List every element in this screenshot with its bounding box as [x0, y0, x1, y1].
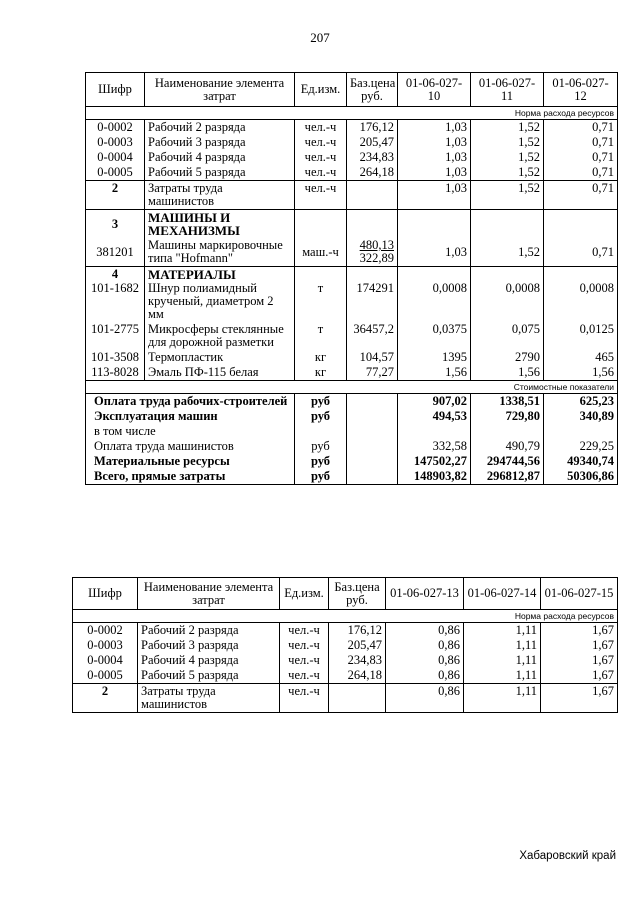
- row-value-1: 1,03: [398, 150, 471, 165]
- row-value-1: 0,0375: [398, 322, 471, 350]
- labor-v1: 0,86: [386, 684, 464, 713]
- total-value-1: 148903,82: [398, 469, 471, 485]
- total-row: [86, 439, 618, 454]
- table-row: [73, 623, 618, 639]
- header-col2: 01-06-027-11: [471, 73, 544, 107]
- total-row: [86, 454, 618, 469]
- row-value-2: 1,11: [464, 638, 541, 653]
- row-unit: т: [295, 322, 347, 350]
- labor-v3: 1,67: [541, 684, 618, 713]
- workers-group: [86, 120, 618, 181]
- total-row: [86, 394, 618, 410]
- total-value-2: 490,79: [471, 439, 544, 454]
- resource-table-1: [85, 72, 618, 485]
- row-unit: чел.-ч: [280, 668, 329, 684]
- total-unit: руб: [295, 409, 347, 424]
- machine-price1: 480,13: [359, 238, 394, 252]
- total-unit: [295, 424, 347, 439]
- row-price: 264,18: [347, 165, 398, 181]
- total-value-1: 147502,27: [398, 454, 471, 469]
- row-value-3: 0,0008: [544, 281, 618, 322]
- row-value-2: 1,52: [471, 120, 544, 136]
- row-value-3: 1,67: [541, 638, 618, 653]
- row-value-2: 1,11: [464, 668, 541, 684]
- row-value-1: 1395: [398, 350, 471, 365]
- total-price: [347, 424, 398, 439]
- row-code: 0-0003: [86, 135, 145, 150]
- labor-name: Затраты труда машинистов: [138, 684, 280, 713]
- table-row: [86, 238, 618, 267]
- header-name: Наименование элемента затрат: [145, 73, 295, 107]
- row-name: Рабочий 5 разряда: [138, 668, 280, 684]
- labor-v2: 1,11: [464, 684, 541, 713]
- resource-table-2: [72, 577, 618, 713]
- labor-v2: 1,52: [471, 181, 544, 210]
- table-row: [86, 181, 618, 210]
- row-name: Термопластик: [145, 350, 295, 365]
- row-code: 101-1682: [86, 281, 145, 322]
- row-code: 0-0002: [73, 623, 138, 639]
- row-price: 104,57: [347, 350, 398, 365]
- machine-code: 381201: [86, 238, 145, 267]
- row-value-1: 0,86: [386, 668, 464, 684]
- row-value-3: 1,67: [541, 653, 618, 668]
- labor-code: 2: [73, 684, 138, 713]
- row-value-2: 1,11: [464, 653, 541, 668]
- subheader-row: [73, 610, 618, 623]
- total-unit: руб: [295, 469, 347, 485]
- norm-label: Норма расхода ресурсов: [86, 107, 618, 120]
- row-value-3: 1,67: [541, 668, 618, 684]
- total-value-3: 49340,74: [544, 454, 618, 469]
- total-value-3: 229,25: [544, 439, 618, 454]
- row-name: Рабочий 5 разряда: [145, 165, 295, 181]
- row-unit: чел.-ч: [295, 150, 347, 165]
- row-code: 0-0005: [73, 668, 138, 684]
- header-name: Наименование элемента затрат: [138, 578, 280, 610]
- machine-v1: 1,03: [398, 238, 471, 267]
- total-value-2: [471, 424, 544, 439]
- row-name: Рабочий 4 разряда: [145, 150, 295, 165]
- machines-title: МАШИНЫ И МЕХАНИЗМЫ: [145, 210, 295, 239]
- row-value-1: 0,86: [386, 638, 464, 653]
- row-value-2: 1,52: [471, 165, 544, 181]
- row-value-3: 0,71: [544, 165, 618, 181]
- total-row: [86, 469, 618, 485]
- machine-price2: 322,89: [359, 251, 394, 265]
- row-value-3: 0,0125: [544, 322, 618, 350]
- row-value-1: 1,03: [398, 120, 471, 136]
- table-header-row: [73, 578, 618, 610]
- total-unit: руб: [295, 394, 347, 410]
- row-code: 0-0004: [73, 653, 138, 668]
- row-value-1: 0,86: [386, 653, 464, 668]
- row-code: 0-0005: [86, 165, 145, 181]
- row-code: 0-0003: [73, 638, 138, 653]
- row-price: 234,83: [329, 653, 386, 668]
- total-value-2: 294744,56: [471, 454, 544, 469]
- totals-group: [86, 394, 618, 485]
- table-header-row: [86, 73, 618, 107]
- cost-label: Стоимостные показатели: [86, 381, 618, 394]
- row-value-2: 2790: [471, 350, 544, 365]
- header-col3: 01-06-027-12: [544, 73, 618, 107]
- total-row: [86, 424, 618, 439]
- norm-label: Норма расхода ресурсов: [73, 610, 618, 623]
- header-unit: Ед.изм.: [295, 73, 347, 107]
- row-value-1: 0,0008: [398, 281, 471, 322]
- table-row: [86, 350, 618, 365]
- row-price: 234,83: [347, 150, 398, 165]
- machine-name: Машины маркировочные типа "Hofmann": [145, 238, 295, 267]
- header-price: Баз.цена руб.: [329, 578, 386, 610]
- row-code: 113-8028: [86, 365, 145, 381]
- row-unit: чел.-ч: [295, 165, 347, 181]
- row-name: Рабочий 3 разряда: [138, 638, 280, 653]
- header-price: Баз.цена руб.: [347, 73, 398, 107]
- row-price: 176,12: [329, 623, 386, 639]
- workers-group: [73, 623, 618, 684]
- subheader-row: [86, 107, 618, 120]
- total-name: Материальные ресурсы: [86, 454, 295, 469]
- row-value-1: 1,03: [398, 135, 471, 150]
- materials-code: 4: [86, 267, 145, 282]
- total-price: [347, 454, 398, 469]
- total-value-2: 296812,87: [471, 469, 544, 485]
- header-col1: 01-06-027-10: [398, 73, 471, 107]
- total-value-1: 332,58: [398, 439, 471, 454]
- row-value-3: 0,71: [544, 120, 618, 136]
- labor-unit: чел.-ч: [280, 684, 329, 713]
- total-value-3: 340,89: [544, 409, 618, 424]
- header-code: Шифр: [73, 578, 138, 610]
- row-unit: чел.-ч: [280, 638, 329, 653]
- row-value-1: 1,56: [398, 365, 471, 381]
- total-value-2: 1338,51: [471, 394, 544, 410]
- total-price: [347, 409, 398, 424]
- row-value-1: 0,86: [386, 623, 464, 639]
- row-name: Шнур полиамидный крученый, диаметром 2 мм: [145, 281, 295, 322]
- row-price: 36457,2: [347, 322, 398, 350]
- table-row: [86, 120, 618, 136]
- row-code: 101-2775: [86, 322, 145, 350]
- subheader-row: [86, 381, 618, 394]
- machine-unit: маш.-ч: [295, 238, 347, 267]
- row-name: Рабочий 2 разряда: [145, 120, 295, 136]
- row-price: 77,27: [347, 365, 398, 381]
- total-value-1: 494,53: [398, 409, 471, 424]
- table-row: [86, 365, 618, 381]
- total-value-1: [398, 424, 471, 439]
- table-row: [86, 135, 618, 150]
- total-value-2: 729,80: [471, 409, 544, 424]
- labor-name: Затраты труда машинистов: [145, 181, 295, 210]
- table-row: [73, 684, 618, 713]
- header-col1: 01-06-027-13: [386, 578, 464, 610]
- labor-code: 2: [86, 181, 145, 210]
- row-price: 174291: [347, 281, 398, 322]
- table-row: [73, 668, 618, 684]
- labor-v1: 1,03: [398, 181, 471, 210]
- table-row: [73, 653, 618, 668]
- total-name: Оплата труда рабочих-строителей: [86, 394, 295, 410]
- machine-v2: 1,52: [471, 238, 544, 267]
- row-code: 0-0004: [86, 150, 145, 165]
- row-value-3: 465: [544, 350, 618, 365]
- row-unit: чел.-ч: [280, 623, 329, 639]
- row-code: 101-3508: [86, 350, 145, 365]
- table-row: [86, 322, 618, 350]
- table-row: [73, 638, 618, 653]
- page-number: 207: [310, 30, 330, 45]
- row-value-2: 1,52: [471, 135, 544, 150]
- total-value-3: [544, 424, 618, 439]
- total-value-1: 907,02: [398, 394, 471, 410]
- row-value-2: 0,0008: [471, 281, 544, 322]
- row-value-3: 1,56: [544, 365, 618, 381]
- row-value-3: 1,67: [541, 623, 618, 639]
- region-footer: Хабаровский край: [519, 850, 616, 862]
- row-name: Рабочий 3 разряда: [145, 135, 295, 150]
- row-unit: кг: [295, 350, 347, 365]
- total-name: Оплата труда машинистов: [86, 439, 295, 454]
- section-row: [86, 210, 618, 239]
- materials-title: МАТЕРИАЛЫ: [145, 267, 295, 282]
- table-row: [86, 150, 618, 165]
- total-value-3: 50306,86: [544, 469, 618, 485]
- machines-code: 3: [86, 210, 145, 239]
- table-row: [86, 281, 618, 322]
- total-name: Эксплуатация машин: [86, 409, 295, 424]
- row-price: 176,12: [347, 120, 398, 136]
- header-col3: 01-06-027-15: [541, 578, 618, 610]
- total-value-3: 625,23: [544, 394, 618, 410]
- machine-v3: 0,71: [544, 238, 618, 267]
- row-price: 264,18: [329, 668, 386, 684]
- row-value-2: 1,11: [464, 623, 541, 639]
- row-unit: чел.-ч: [295, 135, 347, 150]
- total-name: Всего, прямые затраты: [86, 469, 295, 485]
- section-row: [86, 267, 618, 282]
- header-unit: Ед.изм.: [280, 578, 329, 610]
- row-value-3: 0,71: [544, 135, 618, 150]
- total-unit: руб: [295, 454, 347, 469]
- total-name: в том числе: [86, 424, 295, 439]
- row-value-2: 0,075: [471, 322, 544, 350]
- row-unit: чел.-ч: [280, 653, 329, 668]
- row-value-2: 1,52: [471, 150, 544, 165]
- total-row: [86, 409, 618, 424]
- materials-group: [86, 281, 618, 381]
- header-code: Шифр: [86, 73, 145, 107]
- row-name: Эмаль ПФ-115 белая: [145, 365, 295, 381]
- row-unit: чел.-ч: [295, 120, 347, 136]
- total-price: [347, 394, 398, 410]
- row-price: 205,47: [347, 135, 398, 150]
- labor-v3: 0,71: [544, 181, 618, 210]
- total-price: [347, 469, 398, 485]
- row-name: Рабочий 4 разряда: [138, 653, 280, 668]
- total-unit: руб: [295, 439, 347, 454]
- row-value-3: 0,71: [544, 150, 618, 165]
- row-value-2: 1,56: [471, 365, 544, 381]
- row-code: 0-0002: [86, 120, 145, 136]
- table-row: [86, 165, 618, 181]
- header-col2: 01-06-027-14: [464, 578, 541, 610]
- row-unit: т: [295, 281, 347, 322]
- total-price: [347, 439, 398, 454]
- row-name: Рабочий 2 разряда: [138, 623, 280, 639]
- row-value-1: 1,03: [398, 165, 471, 181]
- labor-unit: чел.-ч: [295, 181, 347, 210]
- row-price: 205,47: [329, 638, 386, 653]
- row-unit: кг: [295, 365, 347, 381]
- row-name: Микросферы стеклянные для дорожной разметки: [145, 322, 295, 350]
